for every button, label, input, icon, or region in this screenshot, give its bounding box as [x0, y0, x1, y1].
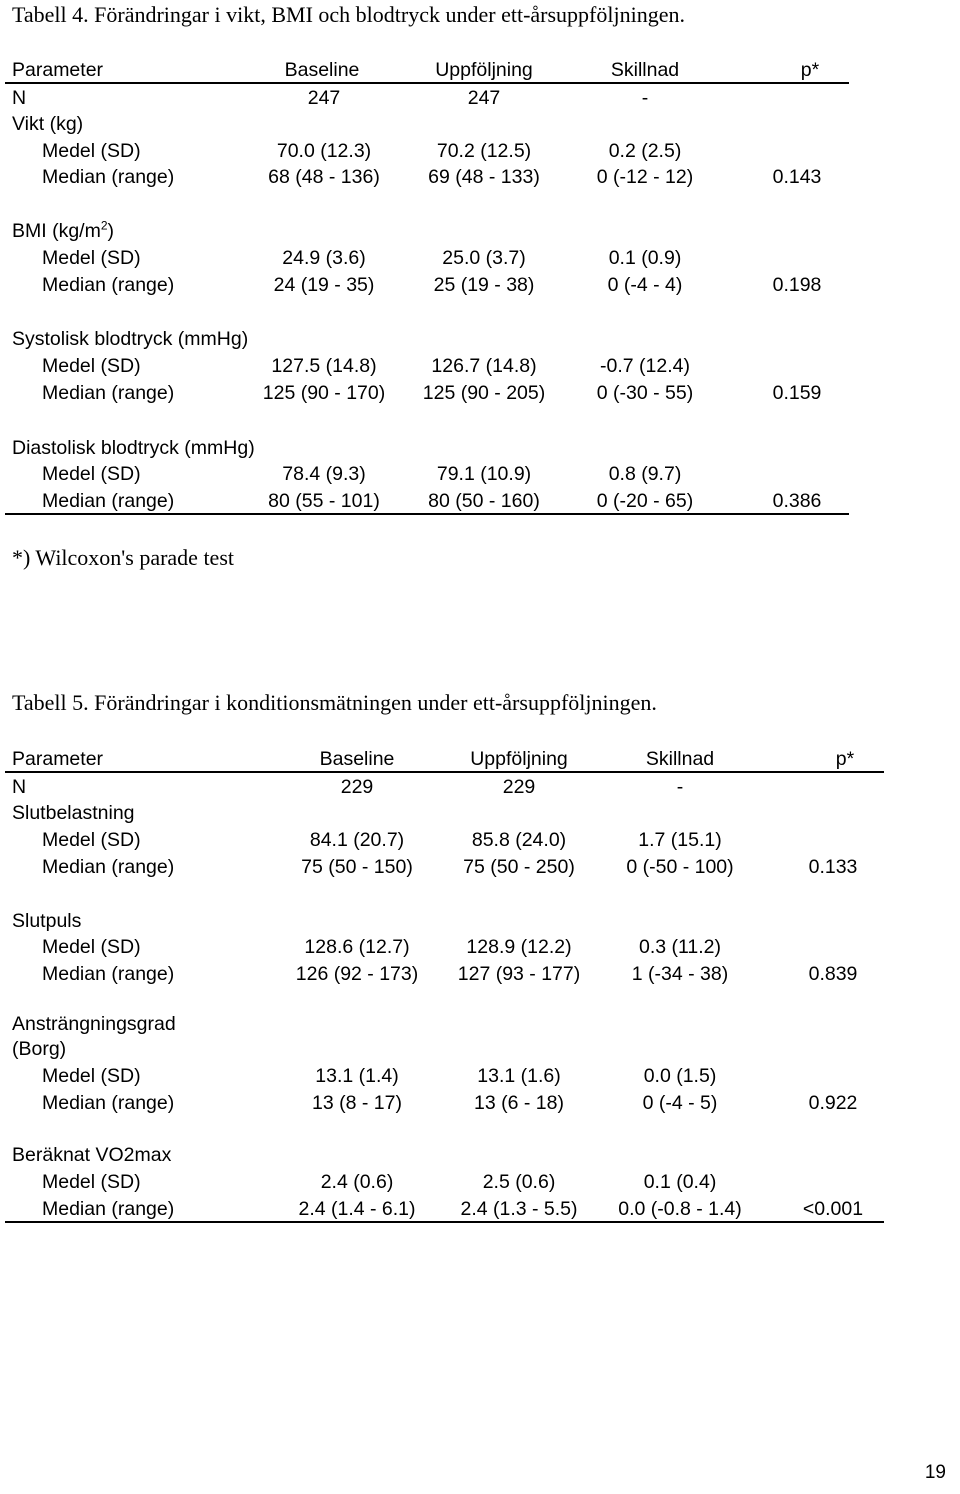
cell-followup: 127 (93 - 177)	[457, 963, 581, 985]
cell-followup: 247	[467, 87, 501, 109]
cell-baseline: 125 (90 - 170)	[262, 382, 386, 404]
row-label-text: (Borg)	[12, 1038, 67, 1060]
cell-p: 0.159	[772, 382, 822, 404]
cell-baseline: 127.5 (14.8)	[271, 355, 377, 377]
cell-baseline: 84.1 (20.7)	[309, 829, 405, 851]
cell-followup: 125 (90 - 205)	[422, 382, 546, 404]
cell-diff: 0.1 (0.4)	[643, 1171, 717, 1193]
row-label-text: Diastolisk blodtryck (mmHg)	[12, 437, 255, 459]
cell-diff: 0 (-50 - 100)	[626, 856, 734, 878]
cell-followup: 75 (50 - 250)	[463, 856, 575, 878]
cell-followup: 13.1 (1.6)	[477, 1065, 561, 1087]
table-bottom-rule	[5, 1221, 884, 1223]
row-label-text: Systolisk blodtryck (mmHg)	[12, 328, 249, 350]
row-label	[12, 327, 248, 351]
row-label	[12, 112, 83, 136]
cell-baseline: 126 (92 - 173)	[295, 963, 419, 985]
table-bottom-rule	[5, 513, 849, 515]
column-header-baseline: Baseline	[284, 59, 360, 81]
row-label	[12, 1037, 66, 1061]
row-label-text: Median (range)	[42, 1198, 175, 1220]
column-header-followup: Uppföljning	[470, 748, 568, 770]
cell-followup: 25 (19 - 38)	[433, 274, 535, 296]
cell-diff: 0 (-4 - 4)	[607, 274, 683, 296]
row-label	[42, 489, 174, 513]
cell-baseline: 13.1 (1.4)	[315, 1065, 399, 1087]
row-label-text: Vikt (kg)	[12, 113, 84, 135]
row-label	[42, 165, 174, 189]
row-label	[42, 962, 174, 986]
cell-followup: 229	[502, 776, 536, 798]
row-label-suffix: )	[107, 220, 115, 242]
row-label-text: Median (range)	[42, 963, 175, 985]
cell-diff: 0.0 (1.5)	[643, 1065, 717, 1087]
cell-baseline: 2.4 (0.6)	[320, 1171, 394, 1193]
row-label	[42, 381, 174, 405]
row-label-text: N	[12, 87, 27, 109]
row-label	[42, 828, 141, 852]
row-label-text: Medel (SD)	[42, 355, 141, 377]
cell-diff: 0 (-20 - 65)	[596, 490, 694, 512]
cell-followup: 2.5 (0.6)	[482, 1171, 556, 1193]
column-header-diff: Skillnad	[645, 748, 715, 770]
cell-p: 0.198	[772, 274, 822, 296]
cell-baseline: 75 (50 - 150)	[301, 856, 413, 878]
row-label-text: Median (range)	[42, 274, 175, 296]
cell-p: <0.001	[802, 1198, 864, 1220]
cell-p: 0.143	[772, 166, 822, 188]
cell-diff: -	[676, 776, 684, 798]
row-label	[12, 1012, 176, 1036]
row-label	[42, 1170, 141, 1194]
cell-baseline: 80 (55 - 101)	[268, 490, 380, 512]
cell-baseline: 24 (19 - 35)	[273, 274, 375, 296]
row-label	[42, 1091, 174, 1115]
row-label	[12, 909, 81, 933]
cell-diff: 1.7 (15.1)	[638, 829, 722, 851]
cell-baseline: 68 (48 - 136)	[268, 166, 380, 188]
cell-diff: 0.1 (0.9)	[608, 247, 682, 269]
row-label-superscript: 2	[100, 218, 108, 233]
row-label	[12, 86, 26, 110]
cell-followup: 128.9 (12.2)	[466, 936, 572, 958]
cell-baseline: 24.9 (3.6)	[282, 247, 366, 269]
cell-diff: 0.8 (9.7)	[608, 463, 682, 485]
row-label-text: Medel (SD)	[42, 936, 141, 958]
cell-baseline: 2.4 (1.4 - 6.1)	[298, 1198, 416, 1220]
cell-diff: 0.3 (11.2)	[638, 936, 722, 958]
row-label	[42, 855, 174, 879]
row-label	[42, 462, 141, 486]
cell-diff: 0 (-12 - 12)	[596, 166, 694, 188]
cell-baseline: 247	[307, 87, 341, 109]
row-label-text: Slutpuls	[12, 910, 82, 932]
cell-diff: 0.0 (-0.8 - 1.4)	[618, 1198, 742, 1220]
row-label-text: Median (range)	[42, 166, 175, 188]
cell-baseline: 70.0 (12.3)	[276, 140, 372, 162]
cell-followup: 13 (6 - 18)	[474, 1092, 564, 1114]
row-label-text: N	[12, 776, 27, 798]
row-label-text: Medel (SD)	[42, 1065, 141, 1087]
row-label-text: Median (range)	[42, 1092, 175, 1114]
row-label-text: Median (range)	[42, 490, 175, 512]
row-label-text: Median (range)	[42, 856, 175, 878]
cell-followup: 2.4 (1.3 - 5.5)	[460, 1198, 578, 1220]
cell-p: 0.922	[808, 1092, 858, 1114]
row-label-text: Medel (SD)	[42, 140, 141, 162]
cell-followup: 79.1 (10.9)	[436, 463, 532, 485]
cell-followup: 126.7 (14.8)	[431, 355, 537, 377]
cell-followup: 70.2 (12.5)	[436, 140, 532, 162]
cell-diff: 1 (-34 - 38)	[631, 963, 729, 985]
row-label-text: Medel (SD)	[42, 247, 141, 269]
cell-followup: 80 (50 - 160)	[428, 490, 540, 512]
column-header-p: p*	[800, 59, 820, 81]
column-header-diff: Skillnad	[610, 59, 680, 81]
row-label-text: Ansträngningsgrad	[12, 1013, 176, 1035]
cell-baseline: 128.6 (12.7)	[304, 936, 410, 958]
row-label	[12, 436, 255, 460]
cell-p: 0.839	[808, 963, 858, 985]
row-label-text: BMI (kg/m	[12, 220, 101, 242]
row-label	[42, 354, 141, 378]
table4-footnote: *) Wilcoxon's parade test	[12, 545, 234, 570]
row-label	[12, 775, 26, 799]
cell-diff: 0.2 (2.5)	[608, 140, 682, 162]
cell-p: 0.386	[772, 490, 822, 512]
cell-diff: -	[641, 87, 649, 109]
row-label	[12, 219, 114, 243]
table-top-rule	[5, 82, 849, 84]
row-label-text: Beräknat VO2max	[12, 1144, 172, 1166]
cell-followup: 25.0 (3.7)	[442, 247, 526, 269]
cell-diff: 0 (-4 - 5)	[642, 1092, 718, 1114]
table-top-rule	[5, 771, 884, 773]
row-label	[42, 1064, 141, 1088]
column-header-parameter: Parameter	[12, 748, 104, 770]
cell-followup: 69 (48 - 133)	[428, 166, 540, 188]
column-header-parameter: Parameter	[12, 59, 104, 81]
row-label-text: Medel (SD)	[42, 463, 141, 485]
row-label-text: Median (range)	[42, 382, 175, 404]
cell-p: 0.133	[808, 856, 858, 878]
cell-baseline: 229	[340, 776, 374, 798]
column-header-baseline: Baseline	[319, 748, 395, 770]
row-label	[42, 139, 141, 163]
cell-diff: -0.7 (12.4)	[600, 355, 690, 377]
row-label-text: Medel (SD)	[42, 1171, 141, 1193]
row-label	[12, 801, 135, 825]
row-label	[42, 246, 141, 270]
row-label	[42, 935, 141, 959]
table4-caption: Tabell 4. Förändringar i vikt, BMI och blodtryck under ett-årsuppföljningen.	[12, 2, 685, 27]
row-label	[12, 1143, 171, 1167]
row-label-text: Medel (SD)	[42, 829, 141, 851]
row-label-text: Slutbelastning	[12, 802, 135, 824]
column-header-p: p*	[835, 748, 855, 770]
page-number: 19	[924, 1462, 946, 1483]
table5-caption: Tabell 5. Förändringar i konditionsmätningen under ett-årsuppföljningen.	[12, 690, 657, 715]
cell-baseline: 13 (8 - 17)	[312, 1092, 402, 1114]
row-label	[42, 273, 174, 297]
cell-followup: 85.8 (24.0)	[471, 829, 567, 851]
cell-diff: 0 (-30 - 55)	[596, 382, 694, 404]
column-header-followup: Uppföljning	[435, 59, 533, 81]
row-label	[42, 1197, 174, 1221]
cell-baseline: 78.4 (9.3)	[282, 463, 366, 485]
